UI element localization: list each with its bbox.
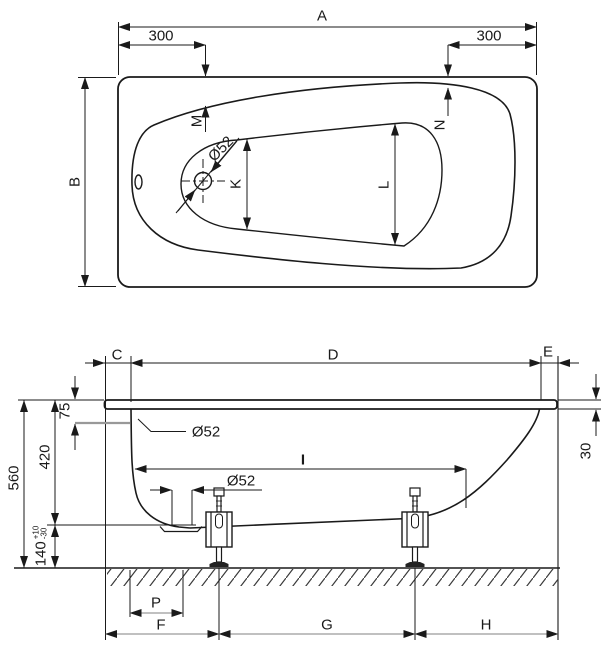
dim-label-140-value: 140 — [32, 541, 50, 567]
dim-label-i: I — [300, 451, 306, 469]
foot-bolt-head — [214, 488, 224, 496]
dim-label-g: G — [321, 616, 333, 634]
foot-front — [206, 488, 232, 567]
dim-label-p: P — [150, 594, 162, 612]
foot-slot — [216, 514, 223, 528]
dim-label-30: 30 — [577, 442, 595, 460]
dim-label-a: A — [316, 7, 328, 25]
ground-hatching — [107, 569, 558, 586]
dim-label-m: M — [188, 114, 206, 128]
dim-label-140-tol-minus: -30 — [40, 527, 49, 540]
foot-stem — [217, 547, 222, 562]
tub-inner-rim-outline — [132, 83, 515, 269]
dim-label-b: B — [66, 176, 84, 188]
dim-label-d: D — [327, 346, 339, 364]
dim-label-300-left: 300 — [148, 27, 174, 45]
overflow-hole — [135, 175, 142, 189]
top-view — [78, 22, 537, 287]
drain-leader-arrow-lower — [178, 190, 195, 211]
foot-base — [406, 562, 425, 567]
dim-label-420: 420 — [36, 444, 54, 470]
foot-bolt-shaft — [217, 496, 221, 512]
dim-label-140-tol-plus: +10 — [31, 525, 41, 540]
dim-label-h: H — [480, 616, 492, 634]
dim-label-l: L — [375, 180, 393, 190]
dim-label-140 — [33, 526, 50, 567]
dim-label-drain-dia-side: Ø52 — [226, 472, 256, 490]
dim-label-75: 75 — [56, 402, 74, 420]
dim-label-c: C — [111, 346, 123, 364]
overflow-leader-line — [138, 419, 186, 432]
top-view-dimensions — [78, 22, 537, 287]
side-view — [14, 356, 601, 640]
dim-label-drain-dia-top: Ø52 — [204, 132, 238, 166]
dim-label-k: K — [227, 178, 245, 190]
side-view-dimensions — [18, 356, 601, 640]
foot-stem — [413, 547, 418, 562]
foot-bolt-head — [410, 488, 420, 496]
dim-label-300-right: 300 — [476, 27, 502, 45]
dim-label-e: E — [542, 343, 554, 361]
foot-bolt-shaft — [413, 496, 417, 512]
foot-rear — [402, 488, 428, 567]
foot-base — [210, 562, 229, 567]
dim-label-f: F — [156, 616, 166, 634]
dim-label-n: N — [431, 119, 449, 131]
rim-slab — [105, 400, 558, 409]
dim-label-560: 560 — [5, 465, 23, 491]
dim-label-overflow-dia: Ø52 — [191, 423, 221, 441]
foot-slot — [412, 514, 419, 528]
